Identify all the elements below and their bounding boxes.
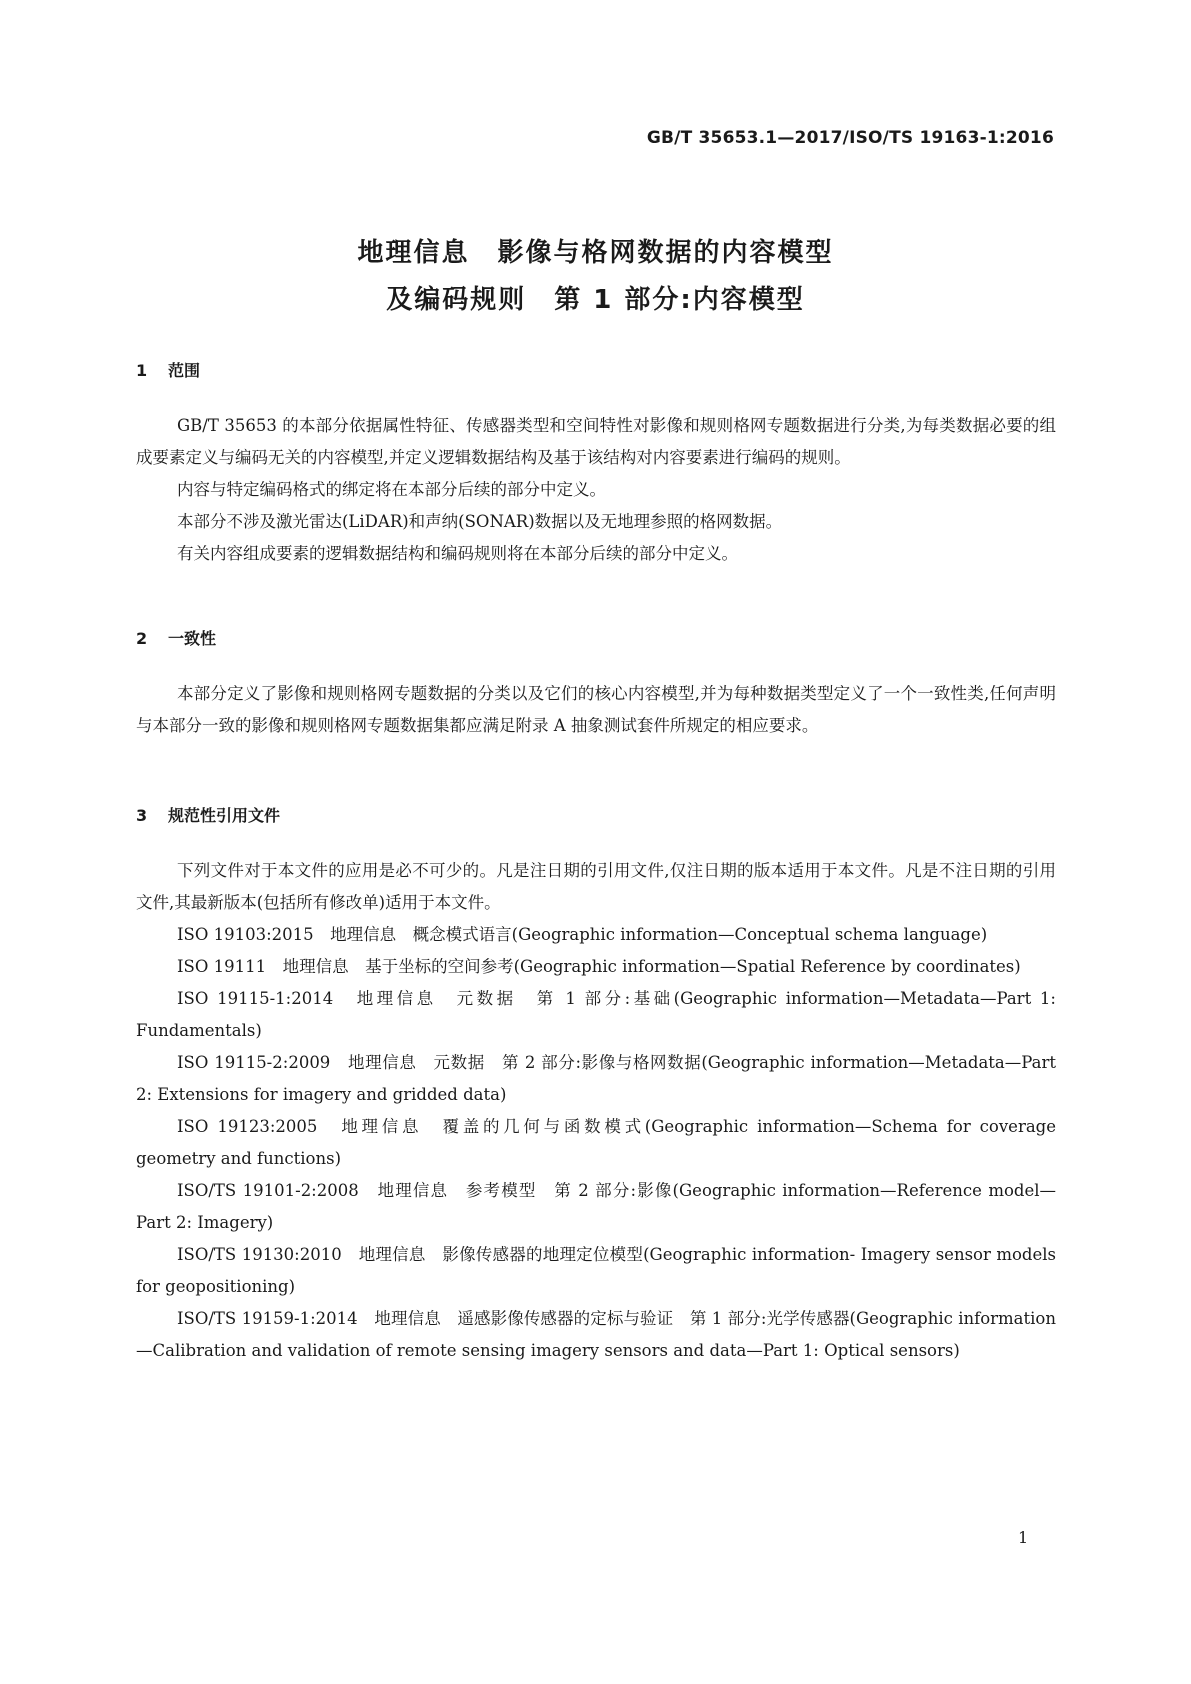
reference-item: ISO 19115-1:2014 地理信息 元数据 第 1 部分:基础(Geographic information—Metadata—Part 1: Fundamentals) [136,989,1056,1040]
reference-item: ISO/TS 19101-2:2008 地理信息 参考模型 第 2 部分:影像(Geographic information—Reference model—Part 2: Imagery) [136,1181,1056,1232]
section-title: 范围 [168,361,201,380]
section-number: 2 [136,629,148,648]
paragraph: GB/T 35653 的本部分依据属性特征、传感器类型和空间特性对影像和规则格网专题数据进行分类,为每类数据必要的组成要素定义与编码无关的内容模型,并定义逻辑数据结构及基于该结构对内容要素进行编码的规则。 [136,416,1056,467]
paragraph: 下列文件对于本文件的应用是必不可少的。凡是注日期的引用文件,仅注日期的版本适用于本文件。凡是不注日期的引用文件,其最新版本(包括所有修改单)适用于本文件。 [136,861,1056,912]
section-3-body [136,855,1056,1367]
section-title: 一致性 [168,629,217,648]
section-1-heading [136,358,200,381]
standard-number: GB/T 35653.1—2017/ISO/TS 19163-1:2016 [646,128,1054,148]
reference-item: ISO 19103:2015 地理信息 概念模式语言(Geographic information—Conceptual schema language) [177,925,988,944]
paragraph: 本部分定义了影像和规则格网专题数据的分类以及它们的核心内容模型,并为每种数据类型定义了一个一致性类,任何声明与本部分一致的影像和规则格网专题数据集都应满足附录 A 抽象测试套件所规定的相应要求。 [136,684,1056,735]
document-title-line-2: 及编码规则 第 1 部分:内容模型 [386,285,805,315]
reference-item: ISO 19111 地理信息 基于坐标的空间参考(Geographic information—Spatial Reference by coordinates) [177,957,1021,976]
document-title-line-1: 地理信息 影像与格网数据的内容模型 [357,238,834,268]
page-number: 1 [1018,1528,1029,1547]
paragraph: 本部分不涉及激光雷达(LiDAR)和声纳(SONAR)数据以及无地理参照的格网数据。 [177,512,783,531]
section-3-heading [136,803,280,826]
reference-item: ISO 19123:2005 地理信息 覆盖的几何与函数模式(Geographic information—Schema for coverage geometry and functions) [136,1117,1056,1168]
section-title: 规范性引用文件 [168,806,281,825]
section-2-heading [136,626,216,649]
reference-item: ISO 19115-2:2009 地理信息 元数据 第 2 部分:影像与格网数据(Geographic information—Metadata—Part 2: Extensions for imagery and gridded data) [136,1053,1056,1104]
section-1-body [136,410,1056,570]
paragraph: 有关内容组成要素的逻辑数据结构和编码规则将在本部分后续的部分中定义。 [177,544,738,563]
paragraph: 内容与特定编码格式的绑定将在本部分后续的部分中定义。 [177,480,606,499]
section-number: 3 [136,806,148,825]
section-number: 1 [136,361,148,380]
reference-item: ISO/TS 19159-1:2014 地理信息 遥感影像传感器的定标与验证 第 1 部分:光学传感器(Geographic information—Calibration and validation of remote sensing imagery sensors and data—Part 1: Optical sensors) [136,1309,1056,1360]
section-2-body [136,678,1056,742]
reference-item: ISO/TS 19130:2010 地理信息 影像传感器的地理定位模型(Geographic information- Imagery sensor models for geopositioning) [136,1245,1056,1296]
